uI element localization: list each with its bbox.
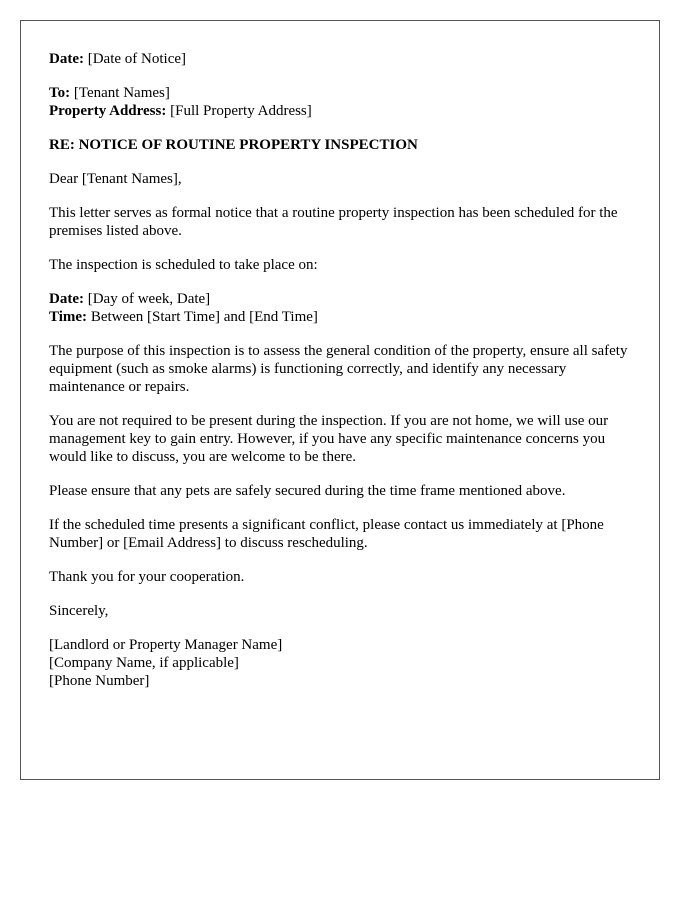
intro-paragraph: This letter serves as formal notice that a routine property inspection has been scheduled for the premises listed above. — [49, 205, 618, 239]
recipient-block — [49, 84, 631, 120]
property-address-label: Property Address: — [49, 103, 167, 119]
schedule-time-label: Time: — [49, 309, 88, 325]
schedule-block — [49, 290, 631, 326]
purpose-paragraph: The purpose of this inspection is to assess the general condition of the property, ensure all safety equipment (such as smoke alarms) is functioning correctly, and identify any necessary maintenance or repairs. — [49, 343, 628, 395]
subject-line: RE: NOTICE OF ROUTINE PROPERTY INSPECTION — [49, 137, 418, 153]
signature-phone: [Phone Number] — [49, 673, 150, 689]
notice-date-block — [49, 50, 631, 68]
notice-date-label: Date: — [49, 51, 84, 67]
recipient-label: To: — [49, 85, 71, 101]
signature-block — [49, 636, 631, 690]
pets-paragraph: Please ensure that any pets are safely secured during the time frame mentioned above. — [49, 483, 566, 499]
inspection-notice-letter — [20, 20, 660, 780]
schedule-time-line — [49, 308, 631, 326]
recipient-line — [49, 84, 631, 102]
closing: Sincerely, — [49, 603, 109, 619]
thanks-paragraph: Thank you for your cooperation. — [49, 569, 245, 585]
recipient-value: [Tenant Names] — [73, 85, 170, 101]
schedule-date-line — [49, 290, 631, 308]
greeting: Dear [Tenant Names], — [49, 171, 182, 187]
property-address-value: [Full Property Address] — [170, 103, 312, 119]
signature-company: [Company Name, if applicable] — [49, 655, 239, 671]
signature-name: [Landlord or Property Manager Name] — [49, 637, 283, 653]
conflict-paragraph: If the scheduled time presents a significant conflict, please contact us immediately at [Phone Number] or [Email Address] to discuss rescheduling. — [49, 517, 604, 551]
notice-date-value: [Date of Notice] — [87, 51, 187, 67]
property-address-line — [49, 102, 631, 120]
schedule-date-value: [Day of week, Date] — [87, 291, 211, 307]
schedule-intro: The inspection is scheduled to take place on: — [49, 257, 318, 273]
notice-date-line — [49, 50, 631, 68]
schedule-date-label: Date: — [49, 291, 84, 307]
presence-paragraph: You are not required to be present during the inspection. If you are not home, we will use our management key to gain entry. However, if you have any specific maintenance concerns you would like to discuss, you are welcome to be there. — [49, 413, 609, 465]
schedule-time-value: Between [Start Time] and [End Time] — [90, 309, 318, 325]
